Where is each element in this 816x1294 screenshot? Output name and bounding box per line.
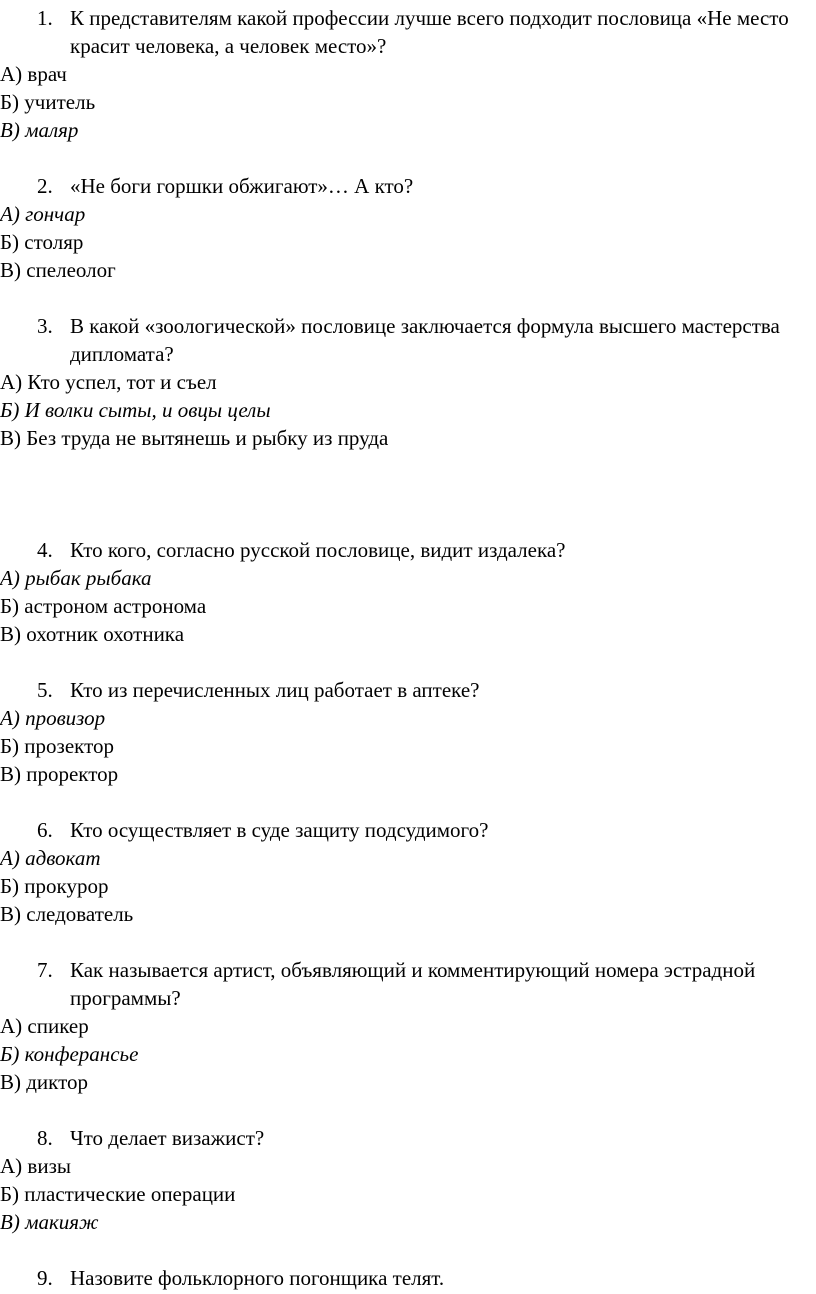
question-number: 2. xyxy=(37,174,53,198)
answer-option: В) Без труда не вытянешь и рыбку из пруда xyxy=(0,426,389,450)
question-number: 8. xyxy=(37,1126,53,1150)
question-number: 6. xyxy=(37,818,53,842)
answer-option: В) проректор xyxy=(0,762,119,786)
answer-option: В) охотник охотника xyxy=(0,622,185,646)
answer-option-correct: А) рыбак рыбака xyxy=(0,566,152,590)
question-3 xyxy=(37,312,807,368)
question-number: 7. xyxy=(37,958,53,982)
answer-option-correct: А) провизор xyxy=(0,706,106,730)
answer-option: Б) учитель xyxy=(0,90,96,114)
question-text: Кто осуществляет в суде защиту подсудимого? xyxy=(70,818,489,842)
answer-option-correct: А) гончар xyxy=(0,202,86,226)
question-number: 1. xyxy=(37,6,53,30)
answer-option: В) спелеолог xyxy=(0,258,116,282)
answer-option: В) следователь xyxy=(0,902,134,926)
answer-option: А) Кто успел, тот и съел xyxy=(0,370,217,394)
answer-option: А) визы xyxy=(0,1154,71,1178)
question-8 xyxy=(37,1124,807,1152)
question-text: Как называется артист, объявляющий и комментирующий номера эстрадной программы? xyxy=(70,958,756,1010)
question-7 xyxy=(37,956,807,1012)
question-text: Кто кого, согласно русской пословице, видит издалека? xyxy=(70,538,566,562)
answer-option-correct: А) адвокат xyxy=(0,846,101,870)
question-4 xyxy=(37,536,807,564)
answer-option: В) диктор xyxy=(0,1070,88,1094)
answer-option: А) врач xyxy=(0,62,67,86)
question-text: Что делает визажист? xyxy=(70,1126,265,1150)
question-number: 9. xyxy=(37,1266,53,1290)
question-9 xyxy=(37,1264,807,1292)
question-text: В какой «зоологической» пословице заключается формула высшего мастерства дипломата? xyxy=(70,314,780,366)
question-1 xyxy=(37,4,807,60)
answer-option: Б) астроном астронома xyxy=(0,594,207,618)
answer-option-correct: Б) И волки сыты, и овцы целы xyxy=(0,398,271,422)
question-number: 4. xyxy=(37,538,53,562)
question-text: «Не боги горшки обжигают»… А кто? xyxy=(70,174,414,198)
answer-option-correct: В) макияж xyxy=(0,1210,99,1234)
question-text: Кто из перечисленных лиц работает в аптеке? xyxy=(70,678,480,702)
question-5 xyxy=(37,676,807,704)
question-number: 5. xyxy=(37,678,53,702)
answer-option: Б) пластические операции xyxy=(0,1182,236,1206)
answer-option: А) спикер xyxy=(0,1014,89,1038)
question-text: Назовите фольклорного погонщика телят. xyxy=(70,1266,445,1290)
answer-option-correct: В) маляр xyxy=(0,118,79,142)
answer-option-correct: Б) конферансье xyxy=(0,1042,139,1066)
answer-option: Б) прозектор xyxy=(0,734,114,758)
question-6 xyxy=(37,816,807,844)
answer-option: Б) столяр xyxy=(0,230,84,254)
question-number: 3. xyxy=(37,314,53,338)
answer-option: Б) прокурор xyxy=(0,874,109,898)
question-text: К представителям какой профессии лучше всего подходит пословица «Не место красит человека, а человек место»? xyxy=(70,6,789,58)
question-2 xyxy=(37,172,807,200)
